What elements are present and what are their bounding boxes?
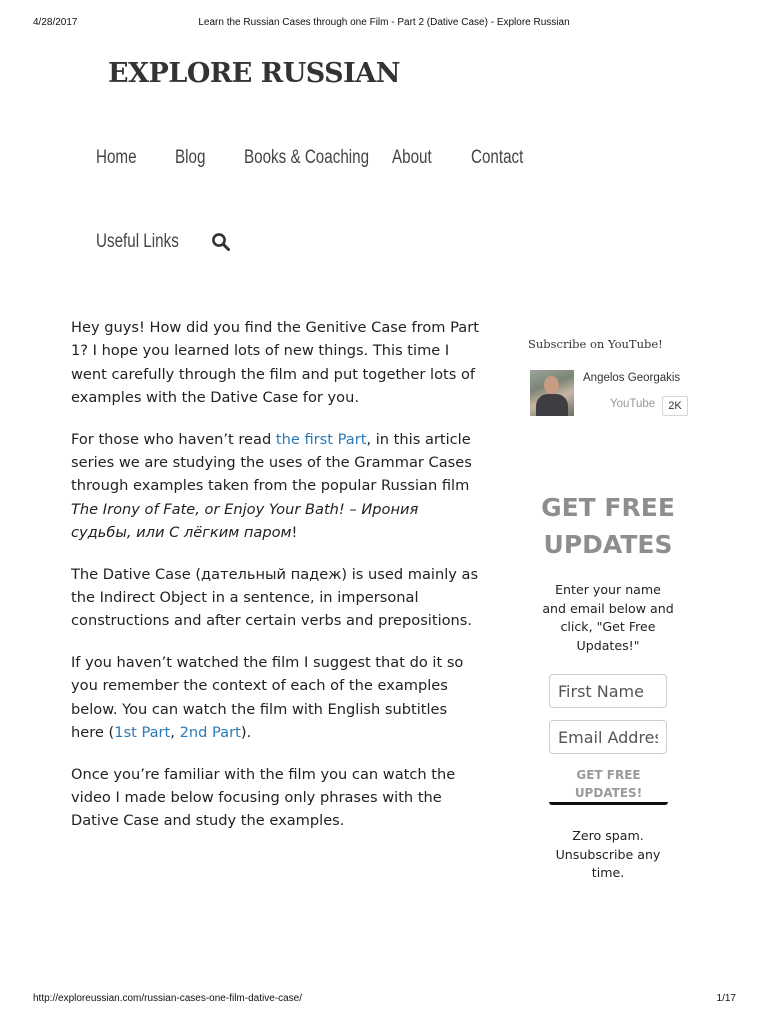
subscriber-count: 2K (662, 396, 688, 416)
nav-item-contact[interactable]: Contact (471, 147, 524, 168)
youtube-channel-name[interactable]: Angelos Georgakis (583, 372, 681, 384)
article-paragraph-intro: Hey guys! How did you find the Genitive Case from Part 1? I hope you learned lots of new things. This time I went carefully through the film and put together lots of examples with the Dative Case for you. (71, 319, 479, 407)
optin-title: GET FREE UPDATES (541, 493, 675, 559)
film-part1-link[interactable]: 1st Part (114, 724, 171, 742)
nav-item-home[interactable]: Home (96, 147, 137, 168)
nav-item-useful-links[interactable]: Useful Links (96, 231, 179, 252)
print-page-number: 1/17 (716, 993, 736, 1004)
email-input[interactable] (549, 720, 667, 754)
nav-item-blog[interactable]: Blog (175, 147, 206, 168)
text: , in this article series we are studying the uses of the Grammar Cases through examples taken from the popular Russian film (71, 430, 472, 495)
text: For those who haven’t read (71, 430, 276, 448)
first-name-input[interactable] (549, 674, 667, 708)
get-free-updates-button[interactable]: GET FREE UPDATES! (549, 765, 668, 805)
print-page-title: Learn the Russian Cases through one Film - Part 2 (Dative Case) - Explore Russian (198, 17, 570, 28)
nav-item-books-coaching[interactable]: Books & Coaching (244, 147, 370, 168)
site-logo-title[interactable]: EXPLORE RUSSIAN (108, 58, 400, 89)
optin-spam-note: Zero spam. Unsubscribe any time. (555, 828, 661, 881)
text: ! (291, 524, 298, 542)
avatar-head (544, 376, 559, 394)
text: ). (240, 724, 252, 742)
film-part2-link[interactable]: 2nd Part (179, 724, 241, 742)
print-url: http://exploreussian.com/russian-cases-one-film-dative-case/ (33, 993, 302, 1004)
avatar-body (536, 394, 568, 416)
film-title: The Irony of Fate, or Enjoy Your Bath! – Ирония судьбы, или С лёгким паром (71, 500, 419, 542)
article-paragraph-video: Once you’re familiar with the film you can watch the video I made below focusing only phrases with the Dative Case and study the examples. (71, 765, 456, 830)
text: , (170, 724, 180, 742)
article-paragraph-watch (71, 651, 481, 745)
first-part-link[interactable]: the first Part (275, 430, 367, 448)
search-icon[interactable] (211, 232, 231, 252)
youtube-widget-heading: Subscribe on YouTube! (528, 337, 663, 351)
article-paragraph-series (71, 428, 481, 545)
article-content (71, 316, 481, 851)
print-date: 4/28/2017 (33, 17, 78, 28)
article-paragraph-dative: The Dative Case (дательный падеж) is used mainly as the Indirect Object in a sentence, in impersonal constructions and after certain verbs and prepositions. (71, 565, 479, 630)
nav-item-about[interactable]: About (392, 147, 432, 168)
text: If you haven’t watched the film I suggest that do it so you remember the context of each of the examples below. You can watch the film with English subtitles here ( (71, 653, 464, 742)
optin-description: Enter your name and email below and click, "Get Free Updates!" (542, 582, 674, 653)
channel-avatar[interactable] (530, 370, 574, 416)
youtube-subscribe-button[interactable]: YouTube (610, 398, 656, 410)
